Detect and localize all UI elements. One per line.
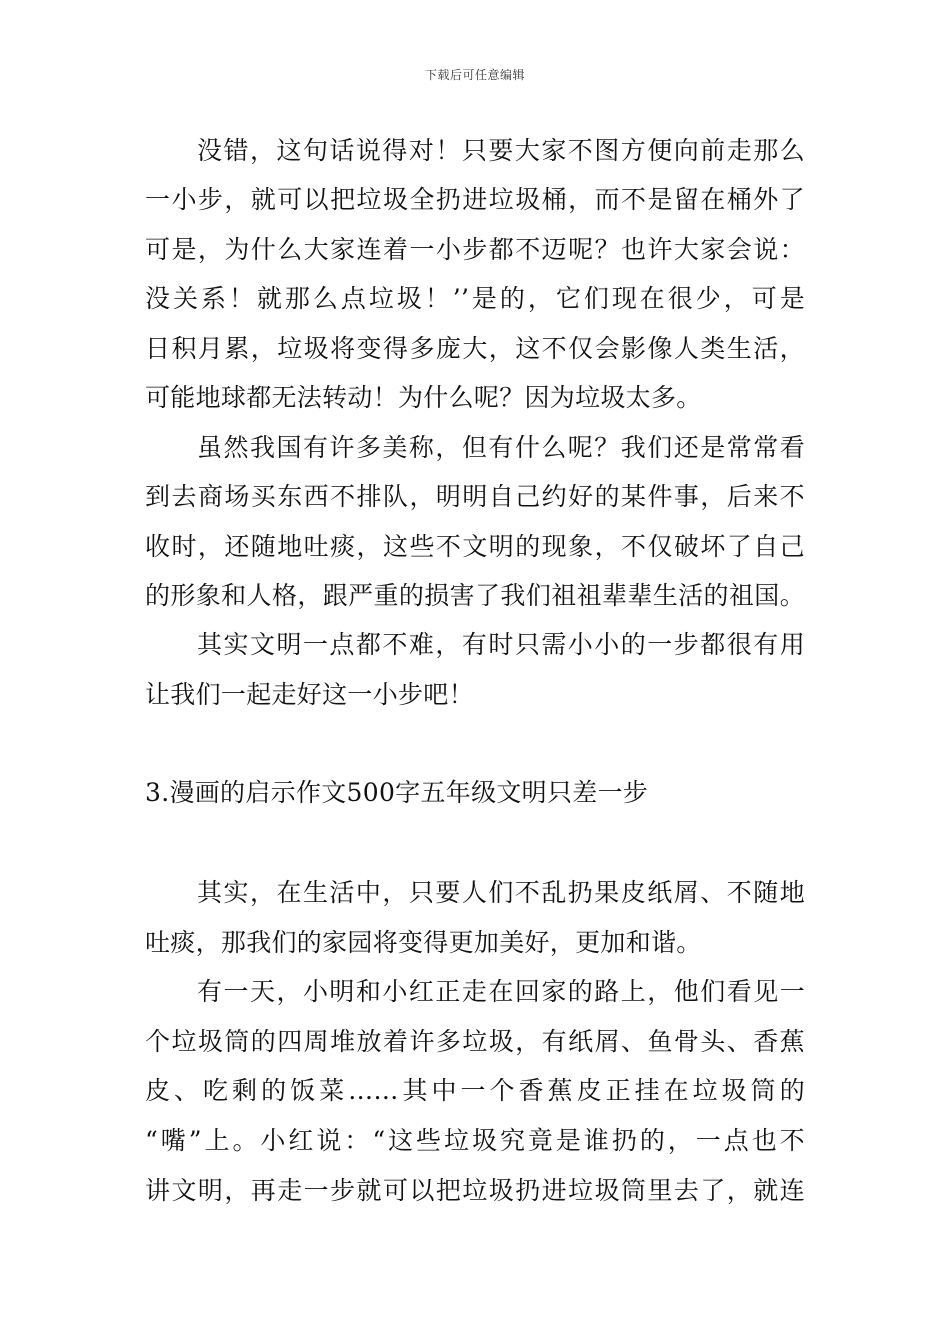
- paragraph-line: 让我们一起走好这一小步吧！: [145, 680, 474, 709]
- paragraph-line: 讲文明，再走一步就可以把垃圾扔进垃圾筒里去了，就连: [145, 1176, 805, 1205]
- paragraph-line: 可能地球都无法转动！为什么呢？因为垃圾太多。: [145, 383, 702, 412]
- paragraph-line: 其实文明一点都不难，有时只需小小的一步都很有用: [197, 630, 805, 659]
- paragraph-line: 个垃圾筒的四周堆放着许多垃圾，有纸屑、鱼骨头、香蕉: [145, 1027, 805, 1056]
- paragraph-line: 收时，还随地吐痰，这些不文明的现象，不仅破坏了自己: [145, 532, 805, 561]
- paragraph-line: 有一天，小明和小红正走在回家的路上，他们看见一: [197, 977, 805, 1006]
- paragraph-line: 皮、吃剩的饭菜……其中一个香蕉皮正挂在垃圾筒的: [145, 1076, 805, 1105]
- paragraph-line: 到去商场买东西不排队，明明自己约好的某件事，后来不: [145, 482, 805, 511]
- paragraph-line: “嘴”上。小红说：“这些垃圾究竟是谁扔的，一点也不: [145, 1126, 805, 1155]
- paragraph-line: 可是，为什么大家连着一小步都不迈呢？也许大家会说：: [145, 235, 805, 264]
- paragraph-line: 日积月累，垃圾将变得多庞大，这不仅会影像人类生活，: [145, 334, 805, 363]
- page-header: 下载后可任意编辑: [424, 68, 525, 82]
- paragraph-line: 没错，这句话说得对！只要大家不图方便向前走那么: [197, 136, 805, 165]
- paragraph-line: 吐痰，那我们的家园将变得更加美好，更加和谐。: [145, 928, 702, 957]
- paragraph-line: 的形象和人格，跟严重的损害了我们祖祖辈辈生活的祖国。: [145, 581, 805, 610]
- section-heading: 3.漫画的启示作文500字五年级文明只差一步: [145, 778, 649, 807]
- paragraph-line: 虽然我国有许多美称，但有什么呢？我们还是常常看: [197, 433, 805, 462]
- paragraph-line: 其实，在生活中，只要人们不乱扔果皮纸屑、不随地: [197, 878, 805, 907]
- paragraph-line: 一小步，就可以把垃圾全扔进垃圾桶，而不是留在桶外了: [145, 185, 805, 214]
- paragraph-line: 没关系！就那么点垃圾！’’是的，它们现在很少，可是: [145, 284, 805, 313]
